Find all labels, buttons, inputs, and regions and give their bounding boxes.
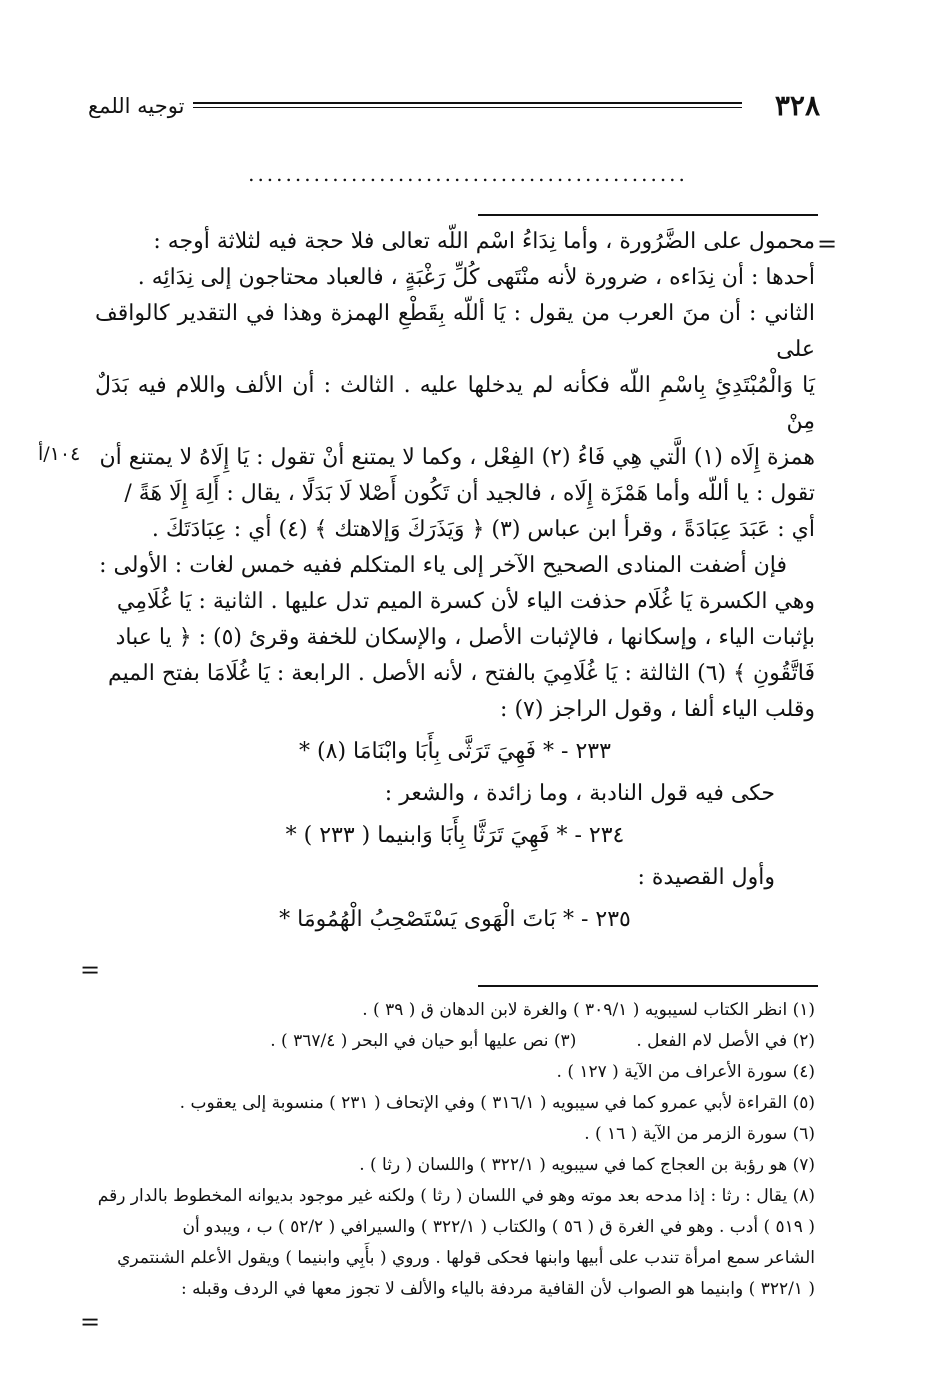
text-line: تقول : يا أللّه وأما هَمْزَة إِلَاه ، فالجيد أن تَكُون أَصْلا لَا بَدَلًا ، يقال : أَلِهَ إِلَا هَةً / — [124, 481, 815, 506]
header-title: توجيه اللمع — [88, 94, 185, 118]
continuation-mark-footnote: = — [80, 1308, 101, 1336]
footnotes — [95, 995, 815, 1305]
text-line: فإن أضفت المنادى الصحيح الآخر إلى ياء المتكلم ففيه خمس لغات : الأولى : — [99, 553, 787, 578]
text-line: وهي الكسرة يَا غُلَام حذفت الياء لأن كسرة الميم تدل عليها . الثانية : يَا غُلَامِي — [116, 589, 815, 614]
text-line: يَا وَالْمُبْتَدِئِ بِاسْمِ اللّه فكأنه لم يدخلها عليه . الثالث : أن الألف واللام فيه بَدَلٌ مِنْ — [95, 373, 815, 434]
text-line: همزة إِلَاه (١) الَّتي هِي فَاءُ (٢) الفِعْل ، وكما لا يمتنع أنْ تقول : يَا إِلَاهُ لا يمتنع أن — [99, 445, 815, 470]
footnote-8-line: ( ٥١٩ ) أدب . وهو في الغرة ق ( ٥٦ ) والكتاب ( ٣٢٢/١ ) والسيرافي ( ٥٢/٢ ) ب ، ويبدو أن — [182, 1217, 815, 1237]
continuation-mark-bottom: = — [80, 956, 101, 984]
text-line: الثاني : أن منَ العرب من يقول : يَا أللّه بِقَطْعِ الهمزة وهذا في التقدير كالواقف على — [95, 301, 815, 362]
verse-235: ٢٣٥ - * بَاتَ الْهَوى يَسْتَصْحِبُ الْهُمُومَا * — [279, 907, 631, 932]
separator-dots: ............................................... — [248, 162, 688, 186]
footnote-6: (٦) سورة الزمر من الآية ( ١٦ ) . — [584, 1124, 815, 1144]
text-line: أي : عَبَدَ عِبَادَةً ، وقرأ ابن عباس (٣) ﴿ وَيَذَرَكَ وَإلاهتك ﴾ (٤) أي : عِبَادَتَكَ . — [151, 517, 815, 542]
side-reference: ١٠٤/أ — [38, 443, 81, 465]
footnote-rule — [478, 985, 818, 987]
main-text — [95, 224, 815, 938]
text-line: حكى فيه قول النادبة ، وما زائدة ، والشعر : — [384, 781, 775, 806]
footnote-8-line: (٨) يقال : رثا : إذا مدحه بعد موته وهو في اللسان ( رثا ) ولكنه غير موجود بديوانه المخطوط بالدار رقم — [97, 1186, 815, 1206]
verse-233: ٢٣٣ - * فَهِيَ تَرَثَّى بِأَبَا وابْنَامَا (٨) * — [299, 739, 611, 764]
page-number: ٣٢٨ — [774, 89, 820, 122]
text-line: محمول على الضَّرُورة ، وأما نِدَاءُ اسْم اللّه تعالى فلا حجة فيه لثلاثة أوجه : — [153, 229, 815, 254]
footnote-5: (٥) القراءة لأبي عمرو كما في سيبويه ( ٣١٦/١ ) وفي الإتحاف ( ٢٣١ ) منسوبة إلى يعقوب . — [179, 1093, 815, 1113]
text-line: بإثبات الياء ، وإسكانها ، فالإثبات الأصل ، والإسكان للخفة وقرئ (٥) : ﴿ يا عباد — [115, 625, 815, 650]
footnote-7: (٧) هو رؤبة بن العجاج كما في سيبويه ( ٣٢٢/١ ) واللسان ( رثا ) . — [359, 1155, 815, 1175]
verse-234: ٢٣٤ - * فَهِيَ تَرَثَّا بِأَبَا وَابنيما ( ٢٣٣ ) * — [285, 823, 625, 848]
text-line: وأول القصيدة : — [637, 865, 775, 890]
text-line: فَاتَّقُونِ ﴾ (٦) الثالثة : يَا غُلَامِيَ بالفتح ، لأنه الأصل . الرابعة : يَا غُلَامَا بفتح الميم — [108, 661, 815, 686]
running-header — [88, 88, 820, 128]
footnote-1: (١) انظر الكتاب لسيبويه ( ٣٠٩/١ ) والغرة لابن الدهان ق ( ٣٩ ) . — [362, 1000, 815, 1020]
footnote-2: (٢) في الأصل لام الفعل . — [636, 1031, 815, 1051]
footnote-4: (٤) سورة الأعراف من الآية ( ١٢٧ ) . — [556, 1062, 815, 1082]
footnote-3: (٣) نص عليها أبو حيان في البحر ( ٣٦٧/٤ ) . — [270, 1031, 577, 1051]
text-line: وقلب الياء ألفا ، وقول الراجز (٧) : — [500, 697, 815, 722]
header-rule — [193, 102, 742, 108]
footnote-8-line: ( ٣٢٢/١ ) وابنيما هو الصواب لأن القافية مردفة بالياء والألف لا تجوز معها في الردف وقبله : — [181, 1279, 815, 1299]
text-line: أحدها : أن نِدَاءه ، ضرورة لأنه منْتَهى كُلِّ رَغْبَةٍ ، فالعباد محتاجون إلى نِدَائِه . — [137, 265, 815, 290]
top-rule — [478, 214, 818, 216]
continuation-mark-top: = — [817, 230, 838, 258]
footnote-pair — [95, 1026, 815, 1057]
footnote-8-line: الشاعر سمع امرأة تندب على أبيها وابنها فحكى قولها . وروي ( بأَبِي وابنيما ) ويقول الأعلم الشنتمري — [117, 1248, 815, 1268]
